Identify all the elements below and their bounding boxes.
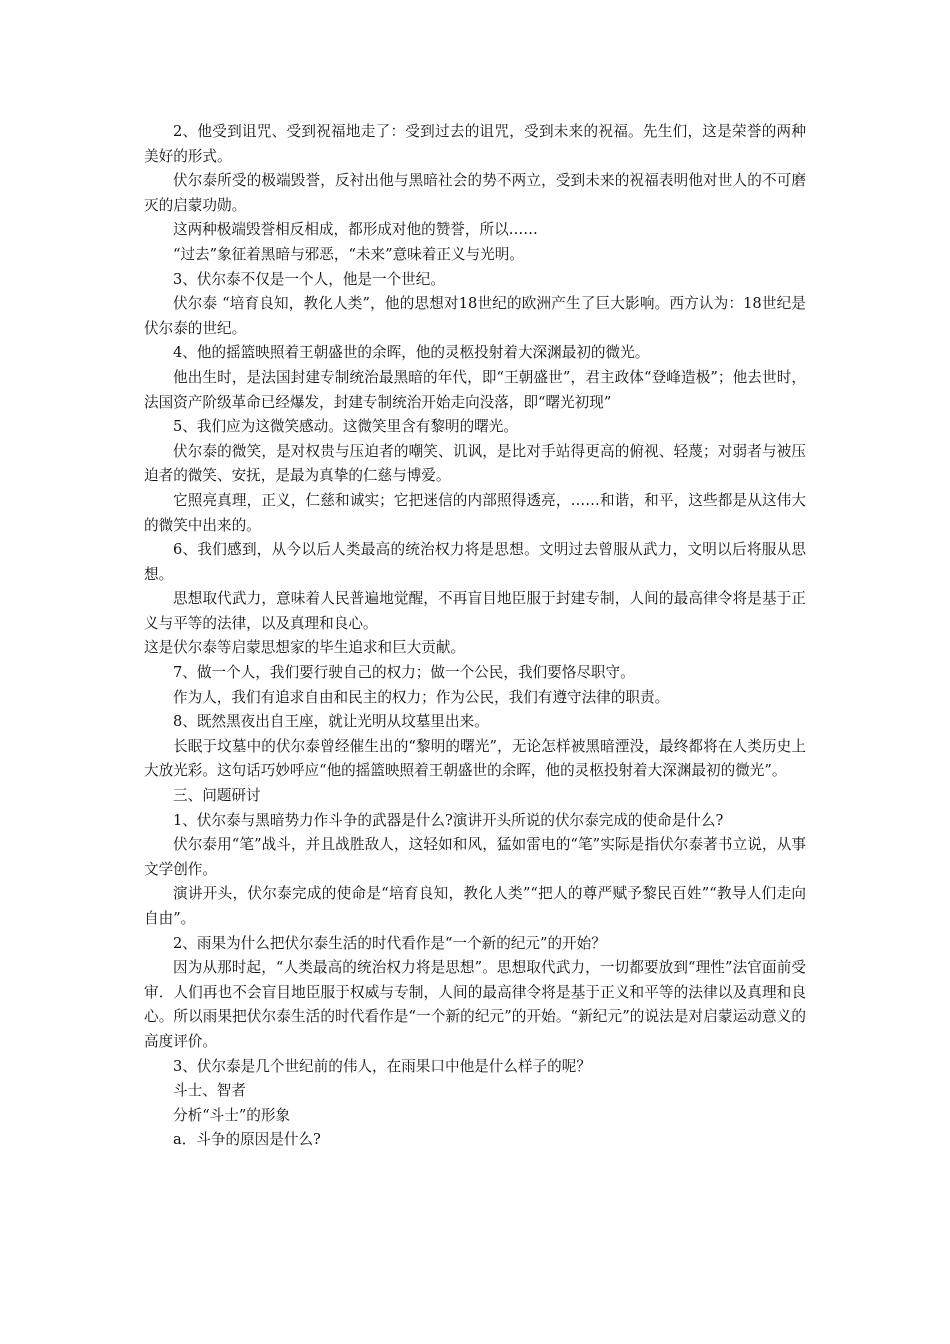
paragraph-2: 伏尔泰所受的极端毁誉，反衬出他与黑暗社会的势不两立，受到未来的祝福表明他对世人的不可磨灭的启蒙功勋。 [144, 172, 806, 214]
paragraph-24: 因为从那时起，“人类最高的统治权力将是思想”。思想取代武力，一切都要放到“理性”法官面前受审．人们再也不会盲目地臣服于权威与专制，人间的最高律令将是基于正义和平等的法律以及真理和良心。所以雨果把伏尔泰生活的时代看作是“一个新的纪元”的开始。“新纪元”的说法是对启蒙运动意义的高度评价。 [144, 959, 806, 1050]
paragraph-23: 2、雨果为什么把伏尔泰生活的时代看作是“一个新的纪元”的开始？ [173, 934, 606, 952]
paragraph-26: 斗士、智者 [173, 1082, 246, 1100]
paragraph-8: 他出生时，是法国封建专制统治最黑暗的年代，即“王朝盛世”，君主政体“登峰造极”；他去世时，法国资产阶级革命已经爆发，封建专制统治开始走向没落，即“曙光初现” [144, 368, 806, 411]
paragraph-1: 2、他受到诅咒、受到祝福地走了：受到过去的诅咒，受到未来的祝福。先生们，这是荣誉的两种美好的形式。 [144, 123, 806, 165]
paragraph-11: 它照亮真理，正义，仁慈和诚实；它把迷信的内部照得透亮，……和谐，和平，这些都是从这伟大的微笑中出来的。 [144, 491, 806, 534]
paragraph-13: 思想取代武力，意味着人民普遍地觉醒，不再盲目地臣服于封建专制，人间的最高律令将是基于正义与平等的法律，以及真理和良心。 [144, 590, 806, 632]
paragraph-16: 作为人，我们有追求自由和民主的权力；作为公民，我们有遵守法律的职责。 [173, 688, 670, 706]
paragraph-12: 6、我们感到，从今以后人类最高的统治权力将是思想。文明过去曾服从武力，文明以后将服从思想。 [144, 541, 806, 583]
paragraph-22: 演讲开头，伏尔泰完成的使命是“培育良知，教化人类”“把人的尊严赋予黎民百姓”“教导人们走向自由”。 [144, 885, 806, 927]
document-body [144, 120, 806, 1153]
paragraph-20: 1、伏尔泰与黑暗势力作斗争的武器是什么?演讲开头所说的伏尔泰完成的使命是什么? [173, 811, 724, 829]
paragraph-5: 3、伏尔泰不仅是一个人，他是一个世纪。 [173, 270, 445, 288]
paragraph-6: 伏尔泰 “培育良知，教化人类”，他的思想对18世纪的欧洲产生了巨大影响。西方认为：18世纪是伏尔泰的世纪。 [144, 295, 806, 337]
paragraph-18: 长眠于坟墓中的伏尔泰曾经催生出的“黎明的曙光”，无论怎样被黑暗湮没，最终都将在人类历史上大放光彩。这句话巧妙呼应“他的摇篮映照着王朝盛世的余晖，他的灵柩投射着大深渊最初的微光”。 [144, 737, 806, 780]
paragraph-17: 8、既然黑夜出自王座，就让光明从坟墓里出来。 [173, 713, 489, 731]
paragraph-10: 伏尔泰的微笑，是对权贵与压迫者的嘲笑、讥讽，是比对手站得更高的俯视、轻蔑；对弱者与被压迫者的微笑、安抚，是最为真挚的仁慈与博爱。 [144, 442, 806, 485]
paragraph-14: 这是伏尔泰等启蒙思想家的毕生追求和巨大贡献。 [144, 639, 466, 657]
paragraph-25: 3、伏尔泰是几个世纪前的伟人，在雨果口中他是什么样子的呢？ [173, 1057, 591, 1075]
paragraph-27: 分析“斗士”的形象 [173, 1106, 291, 1124]
paragraph-9: 5、我们应为这微笑感动。这微笑里含有黎明的曙光。 [173, 418, 518, 436]
paragraph-15: 7、做一个人，我们要行驶自己的权力；做一个公民，我们要恪尽职守。 [173, 664, 635, 682]
paragraph-21: 伏尔泰用“笔”战斗，并且战胜敌人，这轻如和风，猛如雷电的“笔”实际是指伏尔泰著书立说，从事文学创作。 [144, 836, 806, 878]
paragraph-3: 这两种极端毁誉相反相成，都形成对他的赞誉，所以…… [173, 221, 538, 239]
paragraph-4: “过去”象征着黑暗与邪恶，“未来”意味着正义与光明。 [173, 245, 524, 263]
section-heading: 三、问题研讨 [173, 787, 261, 805]
paragraph-7: 4、他的摇篮映照着王朝盛世的余晖，他的灵柩投射着大深渊最初的微光。 [173, 344, 650, 362]
paragraph-28: a．斗争的原因是什么? [173, 1131, 321, 1149]
